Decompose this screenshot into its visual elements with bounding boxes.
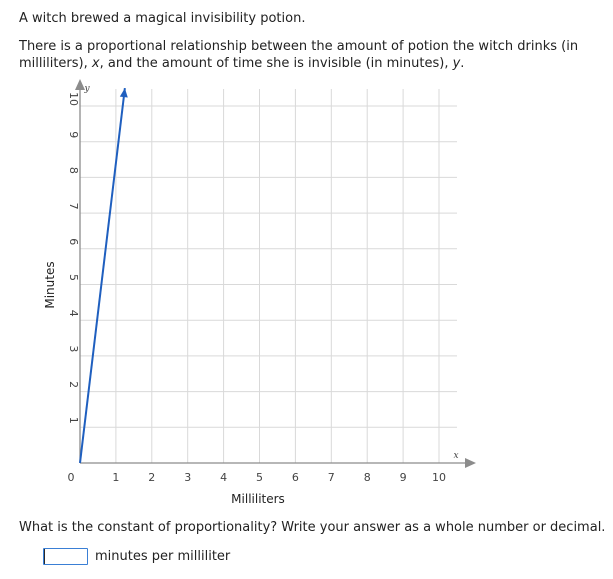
y-axis-label: Minutes — [43, 261, 57, 309]
x-variable: x — [91, 56, 100, 71]
y-tick-label: 3 — [67, 345, 80, 353]
answer-input[interactable] — [43, 548, 88, 565]
statement-text-3: . — [460, 56, 465, 71]
y-tick-label: 4 — [67, 309, 80, 317]
x-axis-variable: x — [453, 451, 459, 461]
series — [80, 88, 128, 463]
y-tick-label: 7 — [67, 202, 80, 210]
x-tick-label: 3 — [184, 471, 192, 484]
tick-labels — [67, 92, 446, 484]
y-axis-variable: y — [84, 84, 90, 94]
x-tick-label: 8 — [363, 471, 371, 484]
x-tick-label: 2 — [148, 471, 156, 484]
axes — [75, 79, 476, 468]
y-tick-label: 10 — [67, 92, 80, 106]
x-tick-label: 9 — [399, 471, 407, 484]
answer-row — [43, 548, 230, 565]
y-tick-label: 9 — [67, 131, 80, 139]
y-tick-label: 5 — [67, 274, 80, 281]
x-tick-label: 5 — [256, 471, 263, 484]
x-tick-label: 0 — [67, 471, 75, 484]
x-tick-label: 4 — [220, 471, 228, 484]
y-tick-label: 1 — [67, 416, 80, 424]
x-tick-label: 1 — [112, 471, 120, 484]
x-tick-label: 10 — [432, 471, 446, 484]
y-tick-label: 6 — [67, 238, 80, 246]
proportional-line — [80, 88, 125, 463]
x-tick-label: 6 — [291, 471, 299, 484]
question-text: What is the constant of proportionality? Write your answer as a whole number or decimal. — [19, 520, 606, 535]
y-variable: y — [452, 56, 461, 71]
grid — [80, 89, 457, 463]
x-tick-label: 7 — [327, 471, 335, 484]
problem-intro: A witch brewed a magical invisibility potion. — [19, 11, 306, 26]
y-tick-label: 8 — [67, 166, 80, 174]
y-tick-label: 2 — [67, 381, 80, 389]
statement-text-1: There is a proportional relationship between the amount of potion the witch drinks (in milliliters), — [19, 39, 579, 71]
x-axis-arrow — [465, 458, 476, 468]
answer-unit-label: minutes per milliliter — [95, 549, 231, 564]
statement-text-2: , and the amount of time she is invisible (in minutes), — [99, 56, 453, 71]
x-axis-label: Milliliters — [231, 492, 285, 506]
